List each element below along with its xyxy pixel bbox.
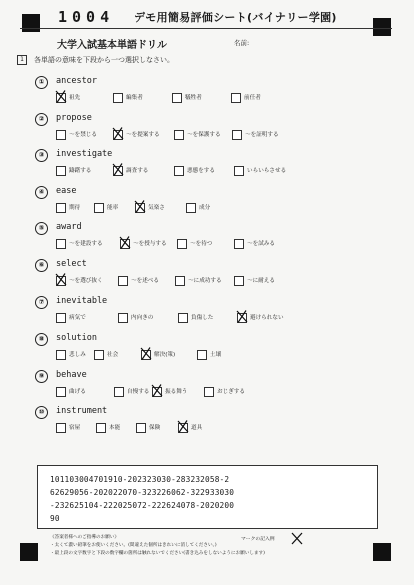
question-number: ⑩ — [35, 406, 48, 419]
question-number: ⑥ — [35, 259, 48, 272]
answer-checkbox[interactable] — [197, 350, 207, 360]
answer-checkbox[interactable] — [56, 423, 66, 433]
answer-checkbox[interactable] — [94, 203, 104, 213]
answer-checkbox[interactable] — [232, 130, 242, 140]
x-mark-icon — [140, 347, 152, 360]
answer-checkbox[interactable] — [172, 93, 182, 103]
header-divider — [20, 28, 392, 29]
answer-choice-label: 〜を選び抜く — [69, 278, 103, 284]
x-mark-icon — [236, 310, 248, 323]
question-word: propose — [56, 113, 92, 123]
answer-choice-label: 〜に成功する — [188, 278, 222, 284]
question-number: ⑨ — [35, 370, 48, 383]
answer-choice-label: 保険 — [149, 425, 161, 431]
answer-choice-label: 道具 — [191, 425, 203, 431]
answer-choice-label: 〜を禁じる — [69, 132, 97, 138]
question-word: award — [56, 222, 82, 232]
x-mark-icon — [119, 236, 131, 249]
answer-checkbox[interactable] — [118, 313, 128, 323]
x-mark-icon — [134, 200, 146, 213]
answer-checkbox[interactable] — [94, 350, 104, 360]
question-word: ease — [56, 186, 77, 196]
answer-checkbox[interactable] — [96, 423, 106, 433]
question-item — [35, 222, 405, 252]
question-word: inevitable — [56, 296, 108, 306]
question-item — [35, 76, 405, 106]
registration-mark-bottom-left — [20, 543, 38, 561]
question-item — [35, 370, 405, 400]
answer-checkbox[interactable] — [177, 239, 187, 249]
answer-checkbox[interactable] — [56, 203, 66, 213]
answer-checkbox[interactable] — [56, 350, 66, 360]
answer-choice-label: 社会 — [107, 352, 119, 358]
question-number: ③ — [35, 149, 48, 162]
answer-choice-label: 前任者 — [244, 95, 261, 101]
answer-checkbox[interactable] — [113, 93, 123, 103]
registration-mark-top-right — [373, 18, 391, 36]
question-word: instrument — [56, 406, 108, 416]
question-number: ① — [35, 76, 48, 89]
question-item — [35, 113, 405, 143]
code-line: 101103004701910-202323030-283232058-2 — [50, 475, 230, 484]
answer-choice-label: 期待 — [69, 205, 81, 211]
question-number: ⑧ — [35, 333, 48, 346]
question-number: ⑦ — [35, 296, 48, 309]
answer-checkbox[interactable] — [136, 423, 146, 433]
answer-checkbox[interactable] — [56, 166, 66, 176]
name-label: 名前: — [234, 39, 250, 47]
answer-choice-label: 〜に耐える — [247, 278, 275, 284]
question-word: ancestor — [56, 76, 97, 86]
answer-choice-label: 〜を述べる — [131, 278, 159, 284]
answer-checkbox[interactable] — [178, 313, 188, 323]
answer-choice-label: 〜を建設する — [69, 241, 103, 247]
answer-choice-label: 祖先 — [69, 95, 81, 101]
question-word: investigate — [56, 149, 113, 159]
sheet-id-number: 1004 — [58, 8, 115, 26]
answer-choice-label: 能率 — [107, 205, 119, 211]
section-instruction: 各単語の意味を下段から一つ選択しなさい。 — [34, 56, 174, 64]
code-line: 62629056-202022070-323226062-322933030 — [50, 488, 235, 497]
question-number: ⑤ — [35, 222, 48, 235]
answer-choice-label: 成分 — [199, 205, 211, 211]
answer-checkbox[interactable] — [56, 387, 66, 397]
answer-checkbox[interactable] — [231, 93, 241, 103]
question-word: behave — [56, 370, 87, 380]
answer-choice-label: 〜を保護する — [187, 132, 221, 138]
question-item — [35, 186, 405, 216]
drill-title: 大学入試基本単語ドリル — [57, 40, 167, 51]
mark-example-label: マークの記入例 — [241, 537, 275, 542]
answer-choice-label: 避けられない — [250, 315, 284, 321]
answer-checkbox[interactable] — [174, 130, 184, 140]
answer-checkbox[interactable] — [114, 387, 124, 397]
answer-checkbox[interactable] — [204, 387, 214, 397]
answer-choice-label: おじぎする — [217, 389, 245, 395]
question-item — [35, 406, 405, 436]
answer-checkbox[interactable] — [56, 313, 66, 323]
answer-choice-label: いらいらさせる — [247, 168, 287, 174]
answer-choice-label: 本能 — [109, 425, 121, 431]
question-number: ② — [35, 113, 48, 126]
answer-checkbox[interactable] — [56, 130, 66, 140]
answer-choice-label: 〜を証明する — [245, 132, 279, 138]
answer-choice-label: 躊躇する — [69, 168, 92, 174]
answer-choice-label: 内向きの — [131, 315, 154, 321]
answer-checkbox[interactable] — [174, 166, 184, 176]
code-line: 90 — [50, 514, 60, 523]
answer-choice-label: 解決(策) — [154, 352, 176, 358]
answer-checkbox[interactable] — [234, 239, 244, 249]
question-number: ④ — [35, 186, 48, 199]
answer-choice-label: 振る舞う — [165, 389, 188, 395]
answer-choice-label: 〜を提案する — [126, 132, 160, 138]
question-item — [35, 259, 405, 289]
answer-choice-label: 病気で — [69, 315, 86, 321]
code-line: -232625104-222025072-222624078-2020200 — [50, 501, 235, 510]
answer-choice-label: 自慢する — [127, 389, 150, 395]
answer-choice-label: 宿屋 — [69, 425, 81, 431]
answer-checkbox[interactable] — [234, 166, 244, 176]
answer-checkbox[interactable] — [175, 276, 185, 286]
answer-code-box — [37, 465, 378, 529]
answer-choice-label: 悪態をする — [187, 168, 215, 174]
x-mark-icon — [55, 90, 67, 103]
question-word: select — [56, 259, 87, 269]
answer-choice-label: 犠牲者 — [185, 95, 202, 101]
x-mark-icon — [177, 420, 189, 433]
x-mark-icon — [112, 127, 124, 140]
mark-example-x-icon — [291, 532, 303, 545]
question-word: solution — [56, 333, 97, 343]
sheet-title: デモ用簡易評価シート(バイナリー学園) — [134, 11, 337, 24]
answer-choice-label: 負傷した — [191, 315, 214, 321]
answer-choice-label: 悲しみ — [69, 352, 86, 358]
answer-choice-label: 曲げる — [69, 389, 86, 395]
x-mark-icon — [151, 384, 163, 397]
answer-choice-label: 調査する — [126, 168, 149, 174]
x-mark-icon — [112, 163, 124, 176]
answer-checkbox[interactable] — [186, 203, 196, 213]
answer-choice-label: 〜を待つ — [190, 241, 213, 247]
answer-checkbox[interactable] — [56, 239, 66, 249]
answer-checkbox[interactable] — [118, 276, 128, 286]
registration-mark-bottom-right — [373, 543, 391, 561]
footer-note: ・最上段の文字数字と下段の数字欄の箇所は触れないでください(書き込みをしないようにお願いします) — [50, 551, 265, 556]
answer-choice-label: 土壌 — [210, 352, 222, 358]
answer-checkbox[interactable] — [234, 276, 244, 286]
question-item — [35, 296, 405, 326]
section-number: 1 — [17, 55, 27, 65]
registration-mark-top-left — [22, 14, 40, 32]
x-mark-icon — [55, 273, 67, 286]
question-item — [35, 333, 405, 363]
answer-choice-label: 〜を授与する — [133, 241, 167, 247]
footer-note: ・太くて濃い鉛筆をお使いください。(間違えた個所はきれいに消してください。) — [50, 543, 217, 548]
question-item — [35, 149, 405, 179]
answer-choice-label: 気楽さ — [148, 205, 165, 211]
footer-note-heading: 《答案者様へのご指導のお願い》 — [50, 535, 119, 540]
answer-choice-label: 編集者 — [126, 95, 143, 101]
answer-choice-label: 〜を試みる — [247, 241, 275, 247]
